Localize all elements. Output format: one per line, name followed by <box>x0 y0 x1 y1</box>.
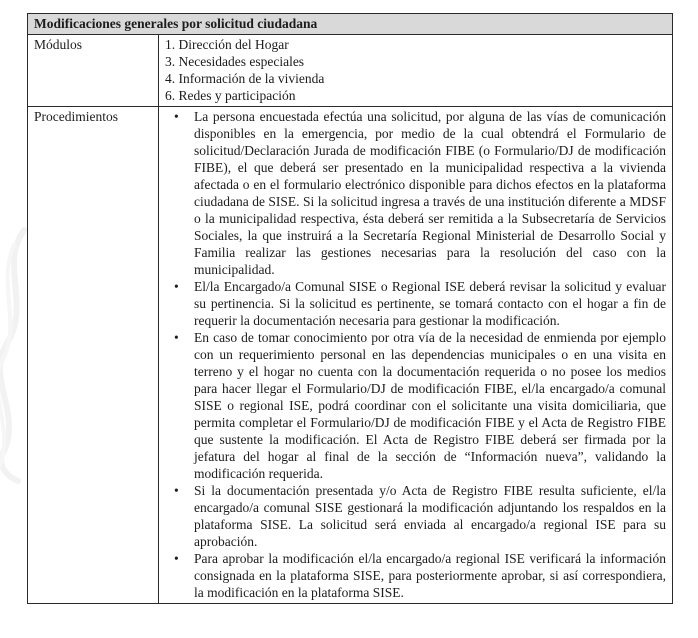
table-title: Modificaciones generales por solicitud ciudadana <box>28 14 673 35</box>
procedure-bullet: • Para aprobar la modificación el/la encargado/a regional ISE verificará la información consignada en la plataforma SISE, para posteriormente aprobar, si así correspondiera, la modificación en la plataforma SISE. <box>165 550 666 601</box>
procedure-bullet: • Si la documentación presentada y/o Acta de Registro FIBE resulta suficiente, el/la encargado/a comunal SISE gestionará la modificación adjuntando los respaldos en la plataforma SISE. La solicitud será enviada al encargado/a regional ISE para su aprobación. <box>165 482 666 550</box>
procedure-bullet: • El/la Encargado/a Comunal SISE o Regional ISE deberá revisar la solicitud y evaluar su pertinencia. Si la solicitud es pertinente, se tomará contacto con el hogar a fin de requerir la documentación necesaria para gestionar la modificación. <box>165 278 666 329</box>
procedures-content <box>159 107 673 604</box>
modules-label: Módulos <box>28 35 159 107</box>
procedures-bullet-list <box>165 108 667 601</box>
module-item: 4. Información de la vivienda <box>165 71 325 86</box>
procedure-bullet: • En caso de tomar conocimiento por otra vía de la necesidad de enmienda por ejemplo con un requerimiento personal en las dependencias municipales o en una visita en terreno y el hogar no cuenta con la documentación requerida o no posee los medios para hacer llegar el Formulario/DJ de modificación FIBE, el/la encargado/a comunal SISE o regional ISE, podrá coordinar con el solicitante una visita domiciliaria, que permita completar el Formulario/DJ de modificación FIBE y el Acta de Registro FIBE que sustente la modificación. El Acta de Registro FIBE deberá ser firmada por la jefatura del hogar al final de la sección de “Información nueva”, validando la modificación requerida. <box>165 329 666 482</box>
module-item: 6. Redes y participación <box>165 88 296 103</box>
modifications-table <box>27 13 673 604</box>
table-header-row <box>28 14 673 35</box>
module-item: 1. Dirección del Hogar <box>165 37 289 52</box>
module-item: 3. Necesidades especiales <box>165 54 305 69</box>
procedure-bullet: • La persona encuestada efectúa una solicitud, por alguna de las vías de comunicación disponibles en la emergencia, por medio de la cual obtendrá el Formulario de solicitud/Declaración Jurada de modificación FIBE (o Formulario/DJ de modificación FIBE), el que deberá ser presentado en la municipalidad respectiva a la vivienda afectada o en el formulario electrónico disponible para dichos efectos en la plataforma ciudadana de SISE. Si la solicitud ingresa a través de una institución diferente a MDSF o la municipalidad respectiva, ésta deberá ser remitida a la Subsecretaría de Servicios Sociales, la que instruirá a la Secretaría Regional Ministerial de Desarrollo Social y Familia realizar las gestiones necesarias para la resolución del caso con la municipalidad. <box>165 108 666 278</box>
modules-content <box>159 35 673 107</box>
procedures-label: Procedimientos <box>28 107 159 604</box>
procedures-row <box>28 107 673 604</box>
modules-row <box>28 35 673 107</box>
